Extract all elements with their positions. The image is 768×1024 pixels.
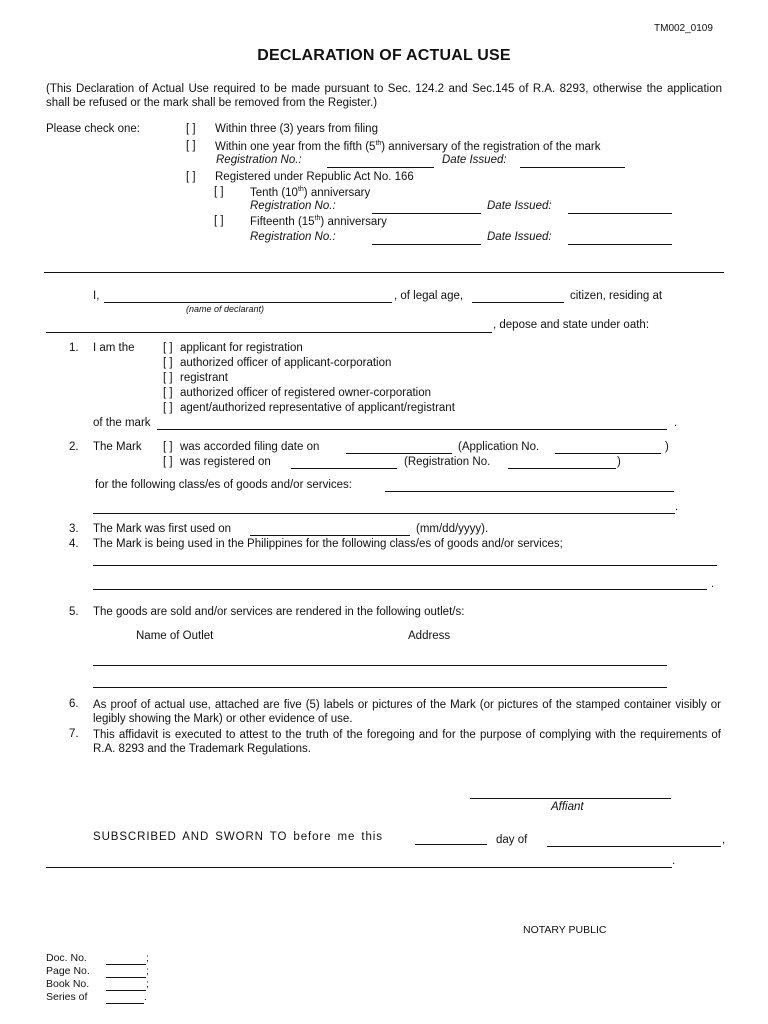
legal-age-text: , of legal age, <box>394 290 464 302</box>
tenth-label: Tenth (10th) anniversary <box>250 186 371 199</box>
series-label: Series of <box>46 991 88 1003</box>
role-label: authorized officer of applicant-corporation <box>180 357 392 369</box>
registration-no-label: (Registration No. <box>404 456 491 468</box>
of-the-mark-label: of the mark <box>93 417 151 429</box>
citizen-text: citizen, residing at <box>570 290 663 302</box>
role-label: authorized officer of registered owner-corporation <box>180 387 432 399</box>
mark-name-field[interactable] <box>157 429 667 430</box>
form-code: TM002_0109 <box>654 23 713 34</box>
period: . <box>675 501 679 513</box>
registration-no-field[interactable] <box>508 468 616 469</box>
checkbox-tenth[interactable]: [ ] <box>214 186 224 198</box>
declarant-name-field[interactable] <box>104 302 392 303</box>
doc-no-label: Doc. No. <box>46 952 87 964</box>
paren: ) <box>665 441 669 453</box>
series-field[interactable] <box>106 1003 144 1004</box>
outlets-label: The goods are sold and/or services are rendered in the following outlet/s: <box>93 606 465 618</box>
item-4-number: 4. <box>69 538 79 550</box>
date-issued-field-1[interactable] <box>520 167 625 168</box>
depose-text: , depose and state under oath: <box>493 319 650 331</box>
role-label: applicant for registration <box>180 342 303 354</box>
classes-field[interactable] <box>385 491 674 492</box>
date-format-label: (mm/dd/yyyy). <box>416 523 489 535</box>
outlet-field-2[interactable] <box>93 687 667 688</box>
role-checkbox[interactable]: [ ] <box>163 387 173 399</box>
role-label: agent/authorized representative of applicant/registrant <box>180 402 455 414</box>
the-mark-label: The Mark <box>93 441 142 453</box>
classes-used-field-2[interactable] <box>93 589 707 590</box>
affiant-label: Affiant <box>551 801 584 813</box>
option-2-label: Within one year from the fifth (5th) anniversary of the registration of the mark <box>215 140 601 153</box>
period: . <box>144 991 147 1003</box>
page-no-field[interactable] <box>106 977 146 978</box>
declarant-name-hint: (name of declarant) <box>186 304 265 314</box>
proof-paragraph: As proof of actual use, attached are five (5) labels or pictures of the Mark (or pictures of the stamped container visibly or legibly showing the Mark) or other evidence of use. <box>93 699 721 725</box>
checkbox-option-1[interactable]: [ ] <box>186 123 196 135</box>
page-title: DECLARATION OF ACTUAL USE <box>257 47 511 64</box>
reg-no-field-3[interactable] <box>372 244 481 245</box>
reg-no-label-1: Registration No.: <box>216 154 302 166</box>
item-7-number: 7. <box>69 728 79 740</box>
page-no-label: Page No. <box>46 965 90 977</box>
period: . <box>672 855 676 867</box>
date-issued-label-2: Date Issued: <box>487 200 552 212</box>
outlet-name-header: Name of Outlet <box>136 630 214 642</box>
period: . <box>711 578 715 590</box>
date-issued-label-1: Date Issued: <box>442 154 507 166</box>
filing-date-field[interactable] <box>346 453 452 454</box>
registered-on-label: was registered on <box>180 456 271 468</box>
role-label: registrant <box>180 372 228 384</box>
fifteenth-label: Fifteenth (15th) anniversary <box>250 215 387 228</box>
book-no-label: Book No. <box>46 978 90 990</box>
application-no-field[interactable] <box>555 453 661 454</box>
application-no-label: (Application No. <box>458 441 540 453</box>
sworn-text: SUBSCRIBED AND SWORN TO before me this <box>93 831 383 843</box>
doc-no-field[interactable] <box>106 964 146 965</box>
first-used-label: The Mark was first used on <box>93 523 232 535</box>
book-no-field[interactable] <box>106 990 146 991</box>
semicolon: ; <box>146 978 149 990</box>
sworn-day-field[interactable] <box>415 844 487 845</box>
check-label: Please check one: <box>46 123 140 135</box>
date-issued-field-2[interactable] <box>568 213 672 214</box>
classes-used-field-1[interactable] <box>93 565 717 566</box>
affidavit-paragraph: This affidavit is executed to attest to the truth of the foregoing and for the purpose of complying with the requirements of R.A. 8293 and the Trademark Regulations. <box>93 729 721 755</box>
section-divider <box>44 272 724 273</box>
role-checkbox[interactable]: [ ] <box>163 357 173 369</box>
filing-checkbox[interactable]: [ ] <box>163 441 173 453</box>
registered-on-field[interactable] <box>291 468 397 469</box>
semicolon: ; <box>146 952 149 964</box>
reg-no-field-2[interactable] <box>372 213 481 214</box>
outlet-address-header: Address <box>408 630 451 642</box>
item-1-number: 1. <box>69 342 79 354</box>
item-5-number: 5. <box>69 606 79 618</box>
registered-checkbox[interactable]: [ ] <box>163 456 173 468</box>
classes-field-2[interactable] <box>93 513 675 514</box>
item-6-number: 6. <box>69 698 79 710</box>
classes-label: for the following class/es of goods and/or services: <box>95 479 352 491</box>
role-checkbox[interactable]: [ ] <box>163 402 173 414</box>
item-2-number: 2. <box>69 441 79 453</box>
residence-field[interactable] <box>46 332 492 333</box>
first-used-field[interactable] <box>250 535 410 536</box>
option-3-label: Registered under Republic Act No. 166 <box>215 171 414 183</box>
notary-public-label: NOTARY PUBLIC <box>523 924 607 936</box>
role-checkbox[interactable]: [ ] <box>163 372 173 384</box>
sworn-place-field[interactable] <box>46 867 672 868</box>
declarant-i: I, <box>93 290 100 302</box>
checkbox-option-3[interactable]: [ ] <box>186 171 196 183</box>
date-issued-label-3: Date Issued: <box>487 231 552 243</box>
paren: ) <box>617 456 621 468</box>
role-checkbox[interactable]: [ ] <box>163 342 173 354</box>
reg-no-label-2: Registration No.: <box>250 200 336 212</box>
date-issued-field-3[interactable] <box>568 244 672 245</box>
reg-no-label-3: Registration No.: <box>250 231 336 243</box>
period: . <box>674 417 678 429</box>
semicolon: ; <box>146 965 149 977</box>
outlet-field-1[interactable] <box>93 665 667 666</box>
filing-date-label: was accorded filing date on <box>180 441 320 453</box>
checkbox-option-2[interactable]: [ ] <box>186 140 196 152</box>
affiant-signature-field[interactable] <box>470 798 671 799</box>
day-of-label: day of <box>496 834 528 846</box>
item-3-number: 3. <box>69 523 79 535</box>
i-am-the-label: I am the <box>93 342 135 354</box>
intro-paragraph: (This Declaration of Actual Use required to be made pursuant to Sec. 124.2 and Sec.145 of R.A. 8293, otherwise the application shall be refused or the mark shall be removed from the Register.) <box>46 83 722 109</box>
checkbox-fifteenth[interactable]: [ ] <box>214 215 224 227</box>
reg-no-field-1[interactable] <box>327 167 434 168</box>
comma: , <box>722 834 726 846</box>
citizenship-field[interactable] <box>472 302 564 303</box>
being-used-label: The Mark is being used in the Philippines for the following class/es of goods and/or services; <box>93 538 563 550</box>
option-1-label: Within three (3) years from filing <box>215 123 378 135</box>
sworn-month-field[interactable] <box>547 846 721 847</box>
